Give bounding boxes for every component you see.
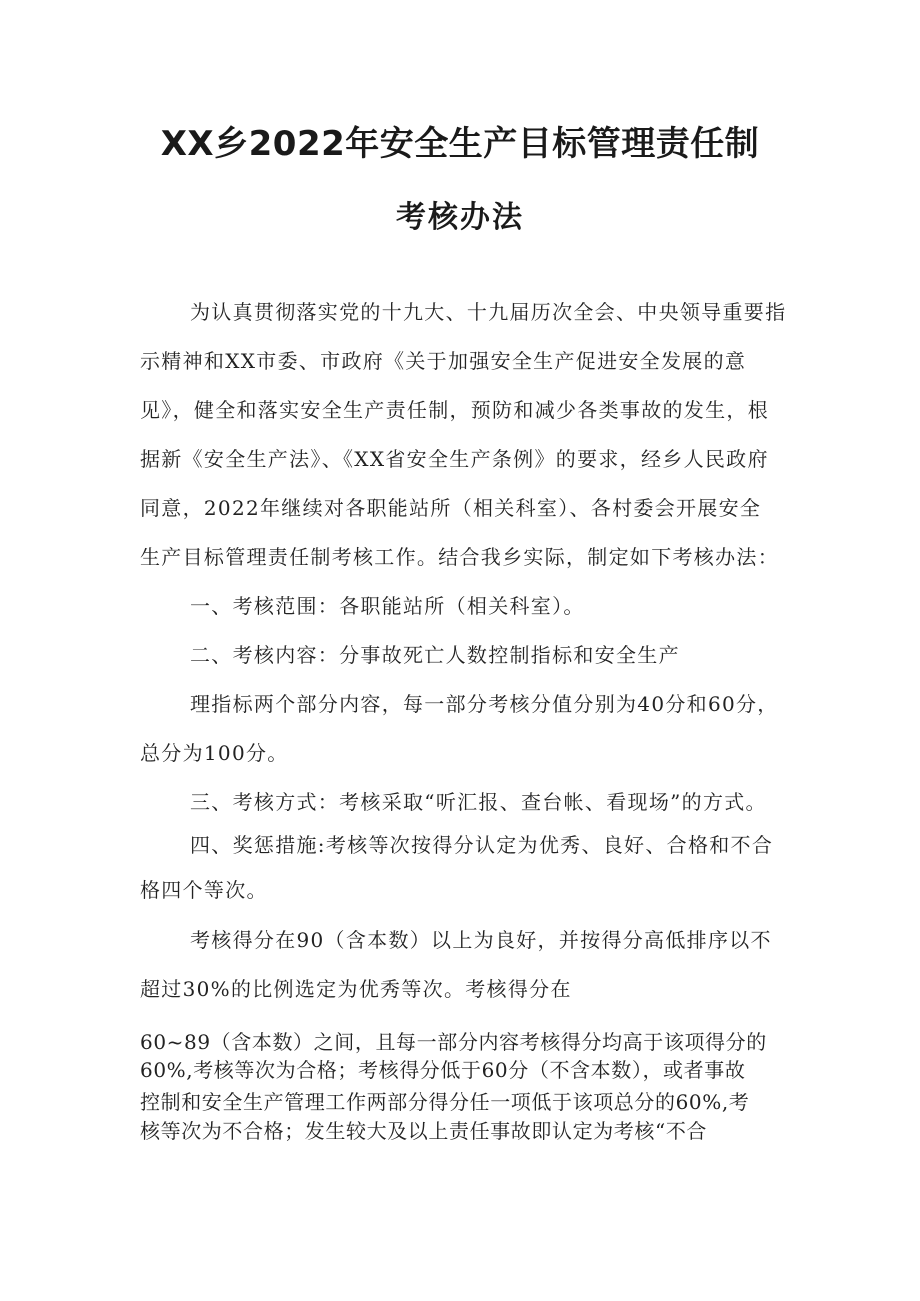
section-item-content: 二、考核内容：分事故死亡人数控制指标和安全生产 [190,643,680,667]
paragraph-line: 核等次为不合格；发生较大及以上责任事故即认定为考核“不合 [140,1119,708,1143]
document-title: XX乡2022年安全生产目标管理责任制 [160,124,760,164]
paragraph-line: 总分为100分。 [140,741,289,765]
paragraph-line: 为认真贯彻落实党的十九大、十九届历次全会、中央领导重要指 [190,300,787,324]
paragraph-line: 60%,考核等次为合格；考核得分低于60分（不含本数），或者事故 [140,1058,746,1082]
paragraph-line: 考核得分在90（含本数）以上为良好，并按得分高低排序以不 [190,928,772,952]
paragraph-line: 控制和安全生产管理工作两部分得分任一项低于该项总分的60%,考 [140,1090,750,1114]
paragraph-line: 格四个等次。 [140,878,268,902]
paragraph-line: 超过30%的比例选定为优秀等次。考核得分在 [140,977,572,1001]
paragraph-line: 理指标两个部分内容，每一部分考核分值分别为40分和60分， [190,692,779,716]
section-item-method: 三、考核方式：考核采取“听汇报、查台帐、看现场”的方式。 [190,790,767,814]
paragraph-line: 据新《安全生产法》、《XX省安全生产条例》的要求，经乡人民政府 [140,447,769,471]
paragraph-line: 同意，2022年继续对各职能站所（相关科室）、各村委会开展安全 [140,496,762,520]
section-item-rewards: 四、奖惩措施:考核等次按得分认定为优秀、良好、合格和不合 [190,833,774,857]
paragraph-line: 见》，健全和落实安全生产责任制，预防和减少各类事故的发生，根 [140,398,769,422]
paragraph-line: 60~89（含本数）之间，且每一部分内容考核得分均高于该项得分的 [140,1030,767,1054]
document-subtitle: 考核办法 [396,200,524,235]
paragraph-line: 生产目标管理责任制考核工作。结合我乡实际，制定如下考核办法： [140,545,779,569]
paragraph-line: 示精神和XX市委、市政府《关于加强安全生产促进安全发展的意 [140,349,747,373]
section-item-scope: 一、考核范围：各职能站所（相关科室）。 [190,594,585,618]
